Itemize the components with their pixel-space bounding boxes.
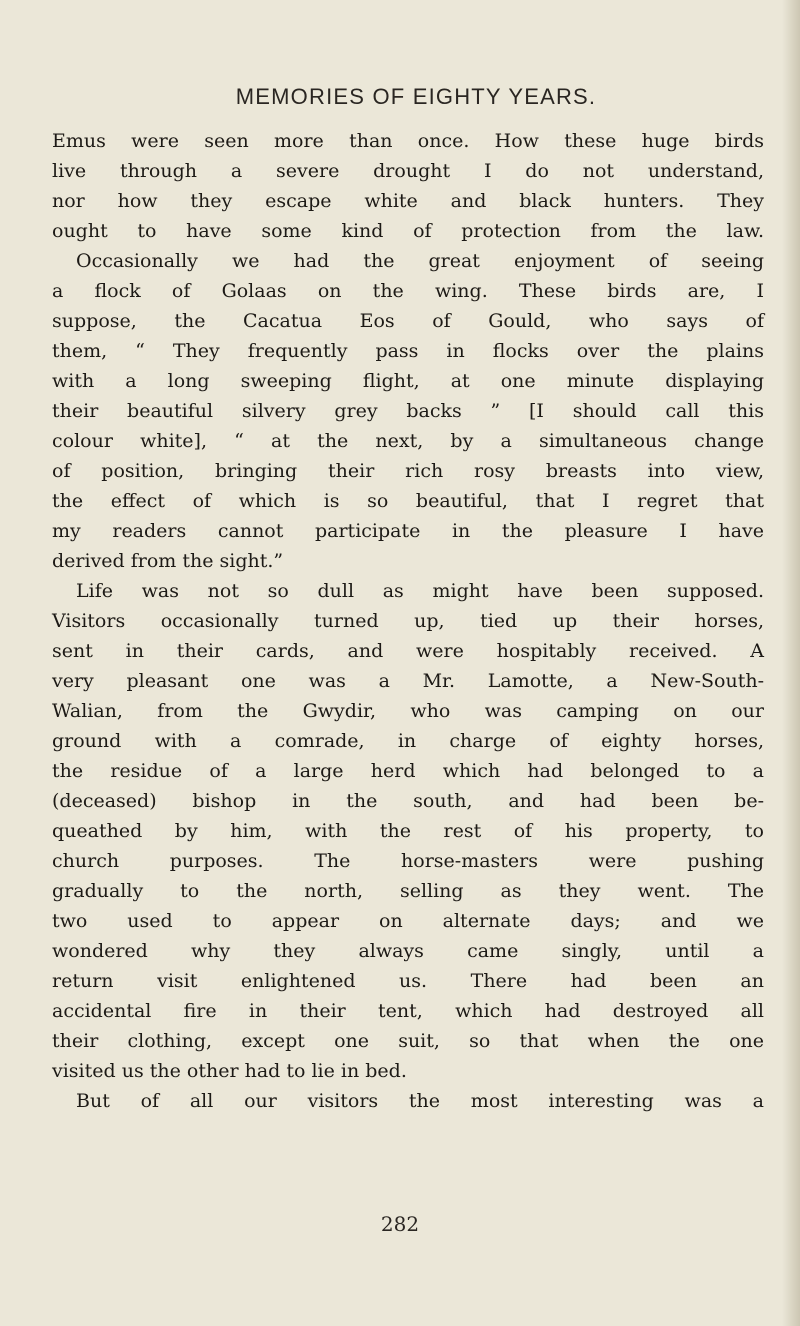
text-line: visited us the other had to lie in bed. [52, 1060, 407, 1082]
text-line: derived from the sight.” [52, 550, 284, 572]
text-line: (deceased) bishop in the south, and had been be- [52, 790, 764, 812]
text-line: with a long sweeping flight, at one minute displaying [52, 370, 764, 392]
text-line: the effect of which is so beautiful, that I regret that [52, 490, 764, 512]
body-text [52, 126, 764, 1116]
text-line: But of all our visitors the most interesting was a [76, 1090, 764, 1112]
text-line: wondered why they always came singly, until a [52, 940, 764, 962]
text-line: my readers cannot participate in the pleasure I have [52, 520, 764, 542]
text-line: Emus were seen more than once. How these huge birds [52, 130, 764, 152]
text-line: the residue of a large herd which had belonged to a [52, 760, 764, 782]
text-line: ought to have some kind of protection from the law. [52, 220, 764, 242]
running-head: MEMORIES OF EIGHTY YEARS. [235, 84, 597, 109]
text-line: live through a severe drought I do not understand, [52, 160, 764, 182]
text-line: Visitors occasionally turned up, tied up their horses, [52, 610, 764, 632]
text-line: nor how they escape white and black hunters. They [52, 190, 764, 212]
text-line: their beautiful silvery grey backs ” [I should call this [52, 400, 764, 422]
text-line: Walian, from the Gwydir, who was camping on our [52, 700, 764, 722]
text-line: church purposes. The horse-masters were pushing [52, 850, 764, 872]
text-line: a flock of Golaas on the wing. These birds are, I [52, 280, 764, 302]
text-line: their clothing, except one suit, so that when the one [52, 1030, 764, 1052]
text-line: them, “ They frequently pass in flocks over the plains [52, 340, 764, 362]
text-line: of position, bringing their rich rosy breasts into view, [52, 460, 764, 482]
text-line: suppose, the Cacatua Eos of Gould, who says of [52, 310, 764, 332]
page-edge-shadow [782, 0, 800, 1326]
text-line: ground with a comrade, in charge of eighty horses, [52, 730, 764, 752]
text-line: sent in their cards, and were hospitably received. A [52, 640, 764, 662]
text-line: gradually to the north, selling as they went. The [52, 880, 764, 902]
text-line: two used to appear on alternate days; and we [52, 910, 764, 932]
page-number: 282 [380, 1212, 420, 1236]
text-line: accidental fire in their tent, which had destroyed all [52, 1000, 764, 1022]
text-line: colour white], “ at the next, by a simultaneous change [52, 430, 764, 452]
text-line: Occasionally we had the great enjoyment of seeing [76, 250, 764, 272]
text-line: very pleasant one was a Mr. Lamotte, a New-South- [52, 670, 764, 692]
text-line: Life was not so dull as might have been supposed. [76, 580, 764, 602]
text-line: return visit enlightened us. There had been an [52, 970, 764, 992]
text-line: queathed by him, with the rest of his property, to [52, 820, 764, 842]
